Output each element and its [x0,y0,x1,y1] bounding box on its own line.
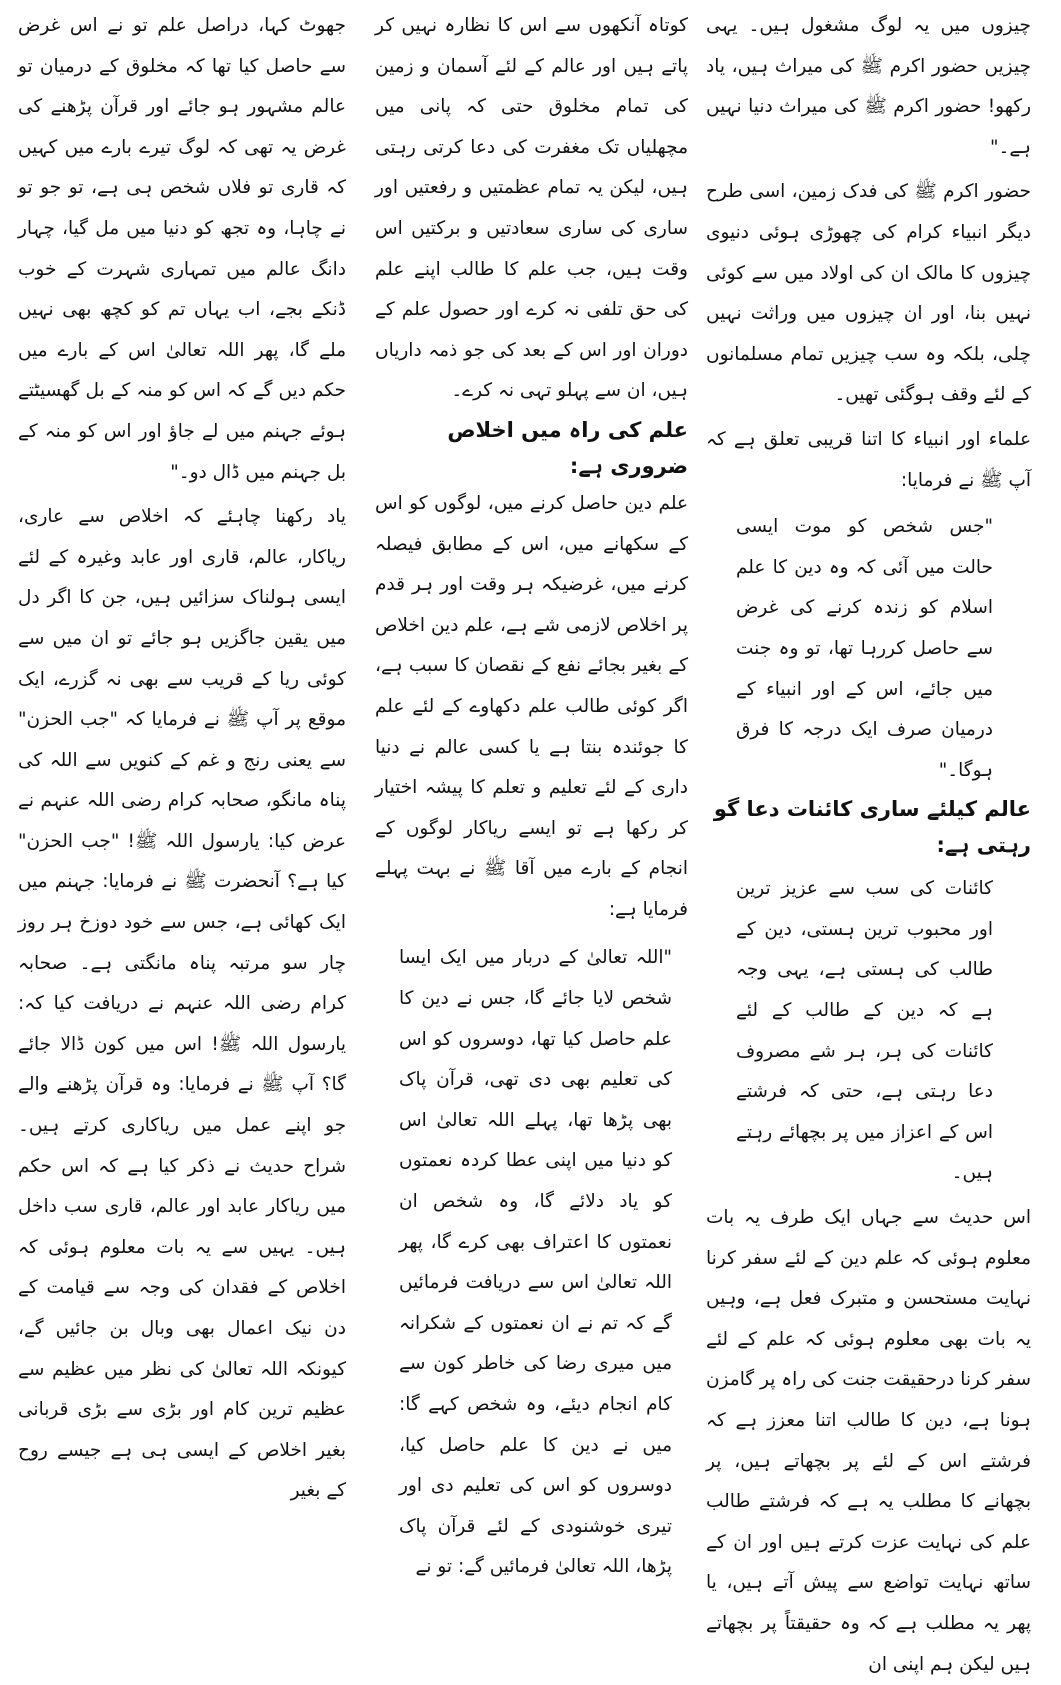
paragraph: چیزوں میں یہ لوگ مشغول ہیں۔ یہی چیزیں حضور اکرم ﷺ کی میراث ہیں، یاد رکھو! حضور اکرم ﷺ کی میراث دنیا نہیں ہے۔" [706,15,1031,158]
column-middle [375,0,688,1588]
section-heading: عالم کیلئے ساری کائنات دعا گو رہتی ہے: [713,797,1031,858]
paragraph: اس حدیث سے جہاں ایک طرف یہ بات معلوم ہوئی کہ علم دین کے لئے سفر کرنا نہایت مستحسن و متبرک فعل ہے، وہیں یہ بات بھی معلوم ہوئی کہ علم کے لئے سفر کرنا درحقیقت جنت کی راہ پر گامزن ہونا ہے، دین کا طالب اتنا معزز ہے کہ فرشتے اس کے لئے پر بچھاتے ہیں، پر بچھانے کا مطلب یہ ہے کہ فرشتے طالب علم کی نہایت عزت کرتے ہیں اور ان کے ساتھ نہایت تواضع سے پیش آتے ہیں، یا پھر یہ مطلب ہے کہ وہ حقیقتاً پر بچھاتے ہیں لیکن ہم اپنی ان [706,1207,1031,1675]
section-heading: علم کی راہ میں اخلاص ضروری ہے: [447,417,688,478]
paragraph: علم دین حاصل کرنے میں، لوگوں کو اس کے سکھانے میں، اس کے مطابق فیصلہ کرنے میں، غرضیکہ ہر وقت اور ہر قدم پر اخلاص لازمی شے ہے، علم دین اخلاص کے بغیر بجائے نفع کے نقصان کا سبب ہے، اگر کوئی طالب علم دکھاوے کے لئے علم کا جوئندہ بنتا ہے یا کسی عالم نے دنیا داری کے لئے تعلیم و تعلم کا پیشہ اختیار کر رکھا ہے تو ایسے ریاکار لوگوں کے انجام کے بارے میں آقا ﷺ نے بہت پہلے فرمایا ہے: [375,492,688,920]
paragraph: یاد رکھنا چاہئے کہ اخلاص سے عاری، ریاکار، عالم، قاری اور عابد وغیرہ کے لئے ایسی ہولناک سزائیں ہیں، جن کا اگر دل میں یقین جاگزیں ہو جائے تو ان میں سے کوئی ریا کے قریب سے بھی نہ گزرے، ایک موقع پر آپ ﷺ نے فرمایا کہ "جب الحزن" سے یعنی رنج و غم کے کنویں سے اللہ کی پناہ مانگو، صحابہ کرام رضی اللہ عنہم نے عرض کیا: یارسول اللہ ﷺ! "جب الحزن" کیا ہے؟ آنحضرت ﷺ نے فرمایا: جہنم میں ایک کھائی ہے، جس سے خود دوزخ ہر روز چار سو مرتبہ پناہ مانگتی ہے۔ صحابہ کرام رضی اللہ عنہم نے دریافت کیا کہ: یارسول اللہ ﷺ! اس میں کون ڈالا جائے گا؟ آپ ﷺ نے فرمایا: وہ قرآن پڑھنے والے جو اپنے عمل میں ریاکاری کرتے ہیں۔ شراح حدیث نے ذکر کیا ہے کہ اس حکم میں ریاکار عابد اور عالم، قاری سب داخل ہیں۔ یہیں سے یہ بات معلوم ہوئی کہ اخلاص کے فقدان کی وجہ سے قیامت کے دن نیک اعمال بھی وبال بن جائیں گے، کیونکہ اللہ تعالیٰ کی نظر میں عظیم سے عظیم ترین کام اور بڑی سے بڑی قربانی بغیر اخلاص کے ایسی ہی ہے جیسے روح کے بغیر [18,506,346,1502]
column-right [706,0,1031,1685]
paragraph: کائنات کی سب سے عزیز ترین اور محبوب ترین ہستی، دین کے طالب کی ہستی ہے، یہی وجہ ہے کہ دین کے طالب کے لئے کائنات کی ہر، ہر شے مصروف دعا رہتی ہے، حتی کہ فرشتے اس کے اعزاز میں پر بچھائے رہتے ہیں۔ [736,878,993,1184]
paragraph: علماء اور انبیاء کا اتنا قریبی تعلق ہے کہ آپ ﷺ نے فرمایا: [706,428,1031,491]
hadith-quote: "اللہ تعالیٰ کے دربار میں ایک ایسا شخص لایا جائے گا، جس نے دین کا علم حاصل کیا تھا، دوسروں کو اس کی تعلیم بھی دی تھی، قرآن پاک بھی پڑھا تھا، پہلے اللہ تعالیٰ اس کو دنیا میں اپنی عطا کردہ نعمتوں کو یاد دلائے گا، وہ شخص ان نعمتوں کا اعتراف بھی کرے گا، پھر اللہ تعالیٰ اس سے دریافت فرمائیں گے کہ تم نے ان نعمتوں کے شکرانہ میں میری رضا کی خاطر کون سے کام انجام دیئے، وہ شخص کہے گا: میں نے دین کا علم حاصل کیا، دوسروں کو اس کی تعلیم دی اور تیری خوشنودی کے لئے قرآن پاک پڑھا، اللہ تعالیٰ فرمائیں گے: تو نے [399,947,672,1578]
paragraph: حضور اکرم ﷺ کی فدک زمین، اسی طرح دیگر انبیاء کرام کی چھوڑی ہوئی دنیوی چیزوں کا مالک ان کی اولاد میں سے کوئی نہیں بنا، اور ان چیزوں میں وراثت نہیں چلی، بلکہ وہ سب چیزیں تمام مسلمانوں کے لئے وقف ہوگئی تھیں۔ [706,181,1031,406]
hadith-quote: "جس شخص کو موت ایسی حالت میں آئی کہ وہ دین کا علم اسلام کو زندہ کرنے کی غرض سے حاصل کررہا تھا، تو وہ جنت میں جائے، اس کے اور انبیاء کے درمیان صرف ایک درجہ کا فرق ہوگا۔" [736,516,993,781]
paragraph: جھوٹ کہا، دراصل علم تو نے اس غرض سے حاصل کیا تھا کہ مخلوق کے درمیان تو عالم مشہور ہو جائے اور قرآن پڑھنے کی غرض یہ تھی کہ لوگ تیرے بارے میں کہیں کہ قاری تو فلاں شخص ہی ہے، تو جو تو نے چاہا، وہ تجھ کو دنیا میں مل گیا، چہار دانگ عالم میں تمہاری شہرت کے خوب ڈنکے بجے، اب یہاں تم کو کچھ بھی نہیں ملے گا، پھر اللہ تعالیٰ اس کے بارے میں حکم دیں گے کہ اس کو منہ کے بل گھسیٹتے ہوئے جہنم میں لے جاؤ اور اس کو منہ کے بل جہنم میں ڈال دو۔" [18,15,346,483]
column-left [18,0,346,1512]
page-number-mark [505,1362,525,1372]
paragraph: کوتاہ آنکھوں سے اس کا نظارہ نہیں کر پاتے ہیں اور عالم کے لئے آسمان و زمین کی تمام مخلوق حتی کہ پانی میں مچھلیاں تک مغفرت کی دعا کرتی رہتی ہیں، لیکن یہ تمام عظمتیں و رفعتیں اور ساری کی ساری سعادتیں و برکتیں اس وقت ہیں، جب علم کا طالب اپنے علم کی حق تلفی نہ کرے اور حصول علم کے دوران اور اس کے بعد کی جو ذمہ داریاں ہیں، ان سے پہلو تہی نہ کرے۔ [375,15,688,402]
